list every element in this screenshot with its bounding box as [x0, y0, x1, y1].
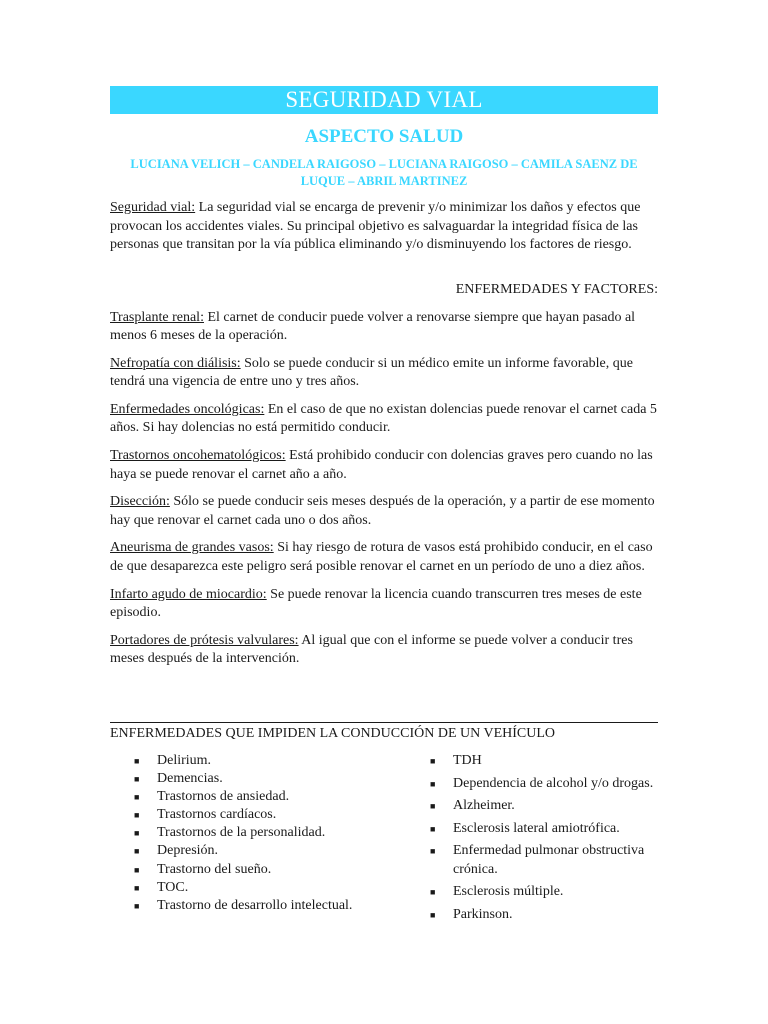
list-item [430, 752, 660, 771]
list-item [134, 752, 364, 770]
list-item [134, 788, 364, 806]
condition-term: Disección: [110, 494, 170, 510]
authors-line: LUCIANA VELICH – CANDELA RAIGOSO – LUCIANA RAIGOSO – CAMILA SAENZ DE LUQUE – ABRIL MARTINEZ [130, 157, 638, 188]
condition-term: Trasplante renal: [110, 310, 204, 325]
list-item-text: Esclerosis múltiple. [453, 884, 564, 899]
list-item [134, 897, 364, 915]
list-item-text: Trastorno del sueño. [157, 861, 272, 877]
square-bullet-icon: ■ [134, 756, 140, 766]
disease-list-right [430, 752, 660, 928]
square-bullet-icon: ■ [430, 909, 436, 920]
intro-text: La seguridad vial se encarga de prevenir y/o minimizar los daños y efectos que provocan los accidentes viales. Su principal objetivo es salvaguardar la integridad física de las personas que transitan por la vía pública eliminando y/o disminuyendo los factores de riesgo. [110, 200, 641, 252]
list-item-text: Trastornos cardíacos. [157, 807, 277, 823]
condition-term: Enfermedades oncológicas: [110, 402, 265, 418]
condition-entry [110, 309, 658, 346]
condition-entry [110, 447, 658, 484]
list-item-text: Trastornos de ansiedad. [157, 789, 290, 805]
condition-text: Está prohibido conducir con dolencias graves pero cuando no las haya se puede renovar el carnet año a año. [110, 448, 653, 482]
square-bullet-icon: ■ [134, 846, 140, 857]
square-bullet-icon: ■ [430, 801, 436, 811]
condition-entry [110, 355, 658, 392]
list-item-text: Delirium. [157, 753, 212, 768]
list-item [134, 806, 364, 824]
condition-entry [110, 632, 658, 669]
condition-term: Nefropatía con diálisis: [110, 356, 241, 372]
list-item [134, 842, 364, 860]
square-bullet-icon: ■ [134, 882, 140, 893]
list-item-text: TOC. [157, 879, 189, 895]
square-bullet-icon: ■ [430, 778, 436, 789]
list-item-text: Demencias. [157, 771, 223, 787]
list-item [134, 861, 364, 879]
condition-text: El carnet de conducir puede volver a renovarse siempre que hayan pasado al menos 6 meses de la operación. [110, 310, 636, 344]
condition-term: Aneurisma de grandes vasos: [110, 540, 274, 556]
document-subtitle: ASPECTO SALUD [304, 126, 464, 147]
list-item-text: TDH [453, 753, 482, 768]
horizontal-divider [110, 722, 658, 723]
list-item-text: Parkinson. [453, 906, 513, 922]
list-item [134, 879, 364, 897]
square-bullet-icon: ■ [430, 887, 436, 897]
condition-text: En el caso de que no existan dolencias puede renovar el carnet cada 5 años. Si hay dolencias no está permitido conducir. [110, 402, 657, 436]
square-bullet-icon: ■ [134, 828, 140, 839]
square-bullet-icon: ■ [134, 810, 140, 821]
condition-text: Si hay riesgo de rotura de vasos está prohibido conducir, en el caso de que desaparezca este peligro será posible renovar el carnet en un período de uno a diez años. [110, 540, 653, 574]
square-bullet-icon: ■ [430, 846, 436, 856]
list-item [430, 883, 660, 902]
list-heading: ENFERMEDADES QUE IMPIDEN LA CONDUCCIÓN DE UN VEHÍCULO [110, 726, 556, 741]
condition-term: Infarto agudo de miocardio: [110, 586, 267, 602]
condition-term: Portadores de prótesis valvulares: [110, 632, 299, 648]
condition-text: Solo se puede conducir si un médico emite un informe favorable, que tendrá una vigencia de entre uno y tres años. [110, 356, 633, 390]
list-item-text: Alzheimer. [453, 798, 515, 813]
intro-paragraph [110, 199, 658, 255]
condition-text: Se puede renovar la licencia cuando transcurren tres meses de este episodio. [110, 586, 642, 620]
condition-entry [110, 539, 658, 576]
square-bullet-icon: ■ [134, 900, 140, 911]
list-item [430, 775, 660, 794]
condition-entry [110, 586, 658, 623]
document-title: SEGURIDAD VIAL [110, 86, 658, 114]
condition-text: Al igual que con el informe se puede volver a conducir tres meses después de la intervención. [110, 632, 633, 666]
list-item-text: Dependencia de alcohol y/o drogas. [453, 775, 654, 791]
list-item [430, 797, 660, 816]
list-item-text: Trastornos de la personalidad. [157, 825, 326, 841]
list-item-text: Esclerosis lateral amiotrófica. [453, 820, 620, 836]
list-item [430, 820, 660, 839]
square-bullet-icon: ■ [430, 823, 436, 834]
condition-entry [110, 401, 658, 438]
square-bullet-icon: ■ [134, 774, 140, 785]
section-heading: ENFERMEDADES Y FACTORES: [455, 282, 658, 297]
square-bullet-icon: ■ [134, 792, 140, 803]
condition-text: Sólo se puede conducir seis meses después de la operación, y a partir de ese momento hay que renovar el carnet cada uno o dos años. [110, 494, 655, 528]
list-item-text: Trastorno de desarrollo intelectual. [157, 897, 353, 913]
list-item-text: Depresión. [157, 843, 219, 859]
square-bullet-icon: ■ [134, 864, 140, 875]
square-bullet-icon: ■ [430, 756, 436, 766]
list-item [430, 906, 660, 925]
disease-list-left [134, 752, 364, 915]
list-item [430, 842, 660, 879]
condition-entries [110, 309, 658, 678]
list-item [134, 824, 364, 842]
condition-entry [110, 493, 658, 530]
list-item [134, 770, 364, 788]
list-item-text: Enfermedad pulmonar obstructiva crónica. [453, 843, 645, 877]
intro-term: Seguridad vial: [110, 200, 196, 215]
condition-term: Trastornos oncohematológicos: [110, 448, 286, 464]
